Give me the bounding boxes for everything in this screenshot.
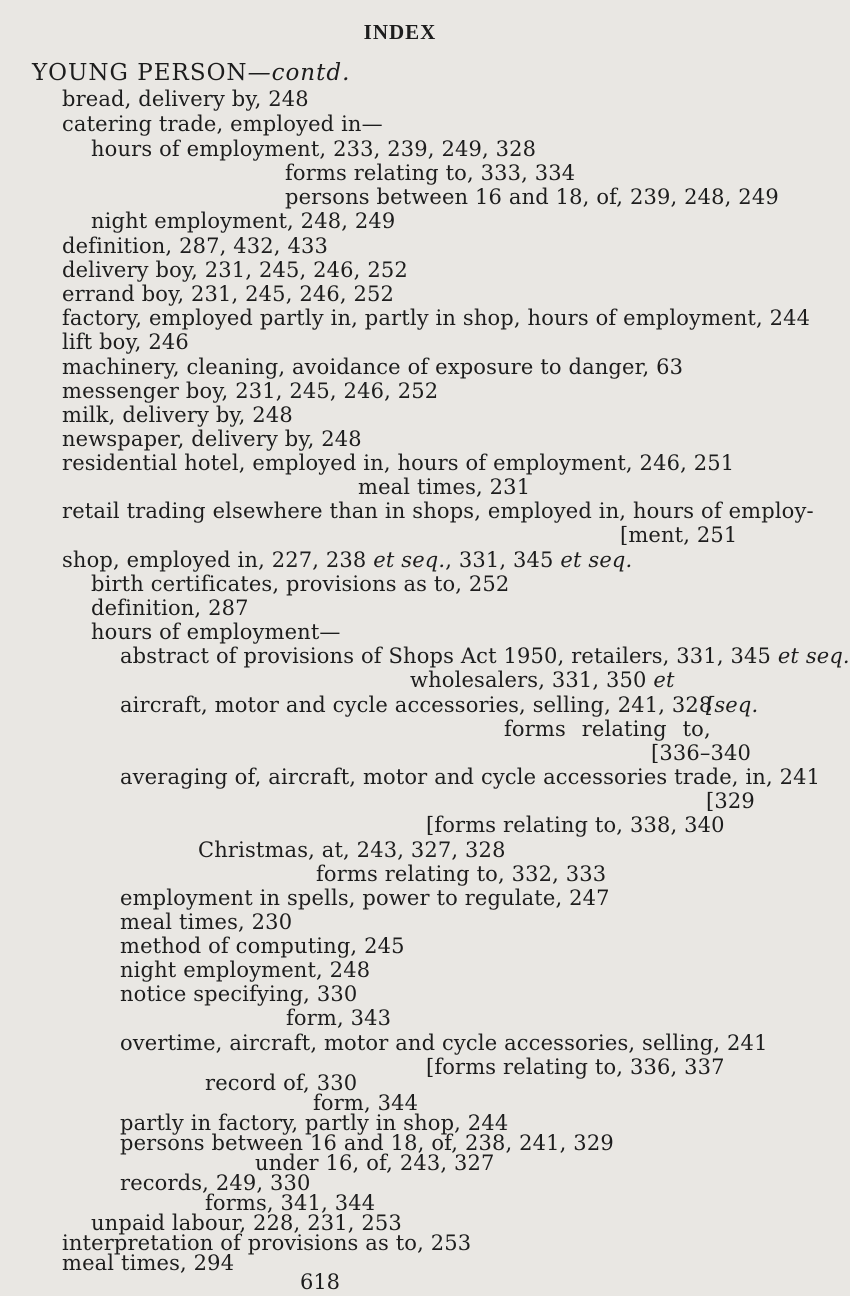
- page-number: 618: [299, 1270, 341, 1294]
- index-entry: catering trade, employed in—: [62, 112, 383, 136]
- index-entry: meal times, 231: [358, 475, 531, 499]
- entry-text: shop, employed in, 227, 238: [62, 548, 374, 572]
- index-entry: unpaid labour, 228, 231, 253: [91, 1211, 402, 1235]
- page-title: INDEX: [363, 20, 437, 44]
- entry-text: wholesalers, 331, 350: [410, 668, 654, 692]
- index-entry: form, 343: [286, 1006, 392, 1030]
- index-entry: newspaper, delivery by, 248: [62, 427, 362, 451]
- entry-italic: et seq.: [560, 548, 633, 572]
- index-entry: bread, delivery by, 248: [62, 87, 309, 111]
- index-entry: overtime, aircraft, motor and cycle accessories, selling, 241: [120, 1031, 768, 1055]
- index-entry: machinery, cleaning, avoidance of exposure to danger, 63: [62, 355, 684, 379]
- heading-text: YOUNG PERSON: [32, 60, 248, 86]
- index-entry: hours of employment—: [91, 620, 341, 644]
- index-entry: forms relating to, 333, 334: [285, 161, 576, 185]
- index-entry: employment in spells, power to regulate, 247: [120, 886, 610, 910]
- index-entry: [336–340: [651, 741, 752, 765]
- index-entry: aircraft, motor and cycle accessories, selling, 241, 328: [120, 693, 713, 717]
- index-entry: forms relating to, 332, 333: [316, 862, 607, 886]
- index-entry: [410, 669, 675, 691]
- index-entry: records, 249, 330: [120, 1171, 311, 1195]
- index-entry: retail trading elsewhere than in shops, employed in, hours of employ-: [62, 499, 814, 523]
- index-entry: notice specifying, 330: [120, 982, 358, 1006]
- index-entry: birth certificates, provisions as to, 252: [91, 572, 510, 596]
- entry-text: , 331, 345: [445, 548, 561, 572]
- index-entry: [706, 694, 758, 716]
- index-entry: Christmas, at, 243, 327, 328: [198, 838, 506, 862]
- index-entry: forms, 341, 344: [205, 1191, 376, 1215]
- index-entry: meal times, 294: [62, 1251, 235, 1275]
- index-entry: persons between 16 and 18, of, 238, 241, 329: [120, 1131, 614, 1155]
- index-entry: definition, 287: [91, 596, 249, 620]
- index-entry: night employment, 248: [120, 958, 371, 982]
- index-entry: method of computing, 245: [120, 934, 405, 958]
- entry-italic: [seq.: [706, 693, 759, 717]
- index-entry: meal times, 230: [120, 910, 293, 934]
- index-entry: forms relating to,: [504, 717, 711, 741]
- index-entry: [62, 549, 632, 571]
- index-entry: delivery boy, 231, 245, 246, 252: [62, 258, 408, 282]
- index-entry: persons between 16 and 18, of, 239, 248, 249: [285, 185, 779, 209]
- index-entry: [120, 645, 850, 667]
- index-entry: [forms relating to, 336, 337: [426, 1055, 725, 1079]
- entry-italic: et: [653, 668, 675, 692]
- index-heading: [32, 62, 350, 84]
- index-entry: milk, delivery by, 248: [62, 403, 293, 427]
- index-entry: errand boy, 231, 245, 246, 252: [62, 282, 395, 306]
- index-entry: [forms relating to, 338, 340: [426, 813, 725, 837]
- index-entry: under 16, of, 243, 327: [255, 1151, 495, 1175]
- index-entry: messenger boy, 231, 245, 246, 252: [62, 379, 439, 403]
- entry-italic: et seq.: [777, 644, 850, 668]
- index-entry: factory, employed partly in, partly in shop, hours of employment, 244: [62, 306, 811, 330]
- entry-italic: et seq.: [373, 548, 446, 572]
- index-entry: night employment, 248, 249: [91, 209, 396, 233]
- index-entry: definition, 287, 432, 433: [62, 234, 328, 258]
- index-entry: interpretation of provisions as to, 253: [62, 1231, 472, 1255]
- index-entry: record of, 330: [205, 1071, 358, 1095]
- index-entry: lift boy, 246: [62, 330, 189, 354]
- heading-contd: —contd.: [247, 60, 351, 86]
- index-entry: averaging of, aircraft, motor and cycle accessories trade, in, 241: [120, 765, 821, 789]
- entry-text: abstract of provisions of Shops Act 1950, retailers, 331, 345: [120, 644, 778, 668]
- index-entry: residential hotel, employed in, hours of employment, 246, 251: [62, 451, 735, 475]
- index-entry: partly in factory, partly in shop, 244: [120, 1111, 509, 1135]
- index-entry: hours of employment, 233, 239, 249, 328: [91, 137, 537, 161]
- index-entry: [329: [706, 789, 755, 813]
- index-entry: form, 344: [313, 1091, 419, 1115]
- index-entry: [ment, 251: [620, 523, 738, 547]
